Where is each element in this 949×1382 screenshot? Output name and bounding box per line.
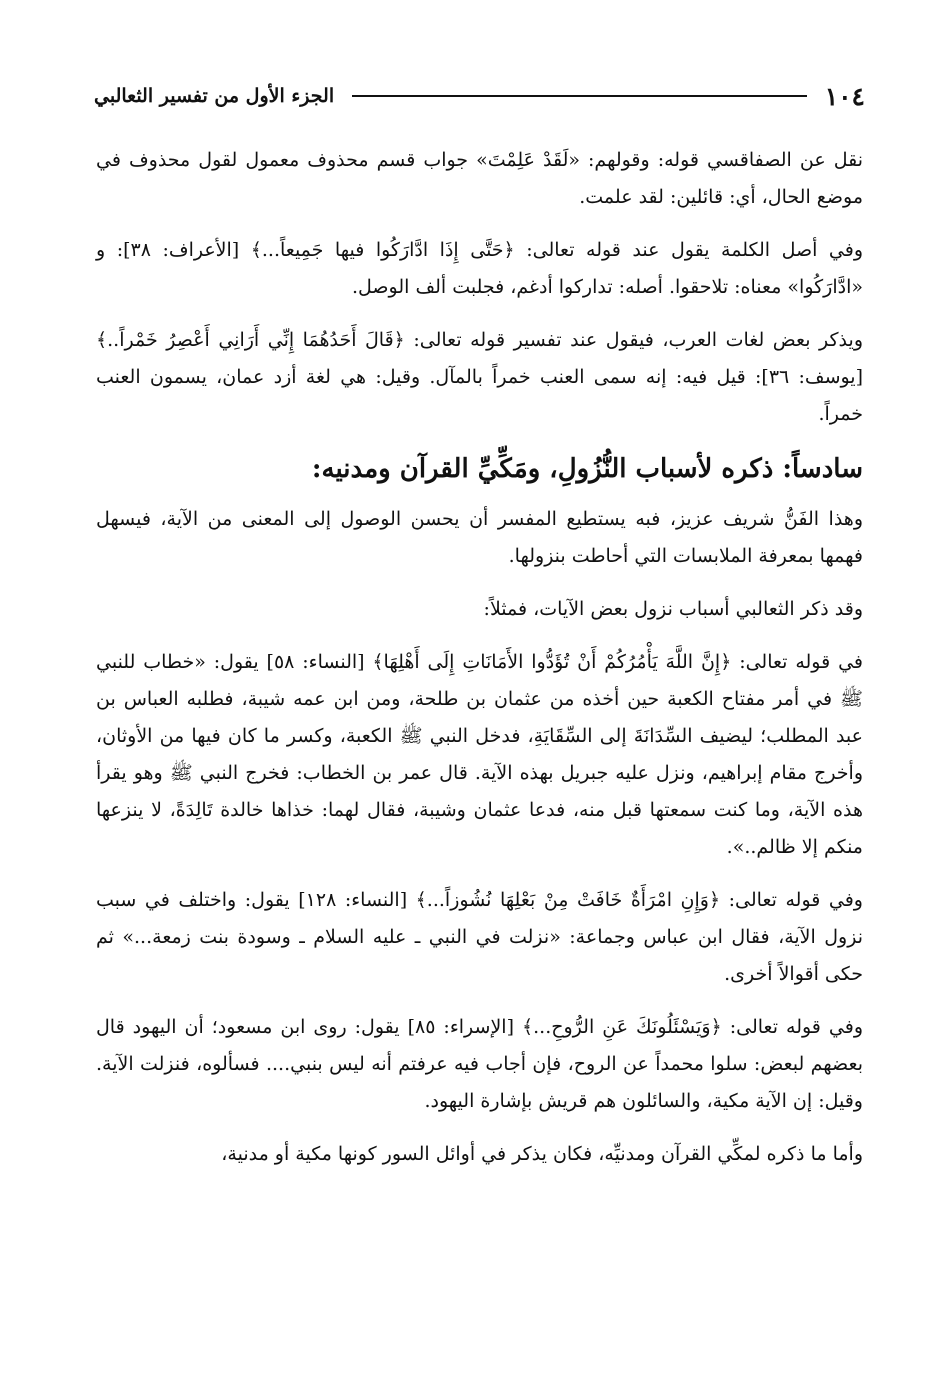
paragraph: وقد ذكر الثعالبي أسباب نزول بعض الآيات، فمثلاً: [483,598,863,620]
running-title: الجزء الأول من تفسير الثعالبي [94,85,335,107]
page-header [94,78,865,114]
paragraph: وفي قوله تعالى: ﴿وَإِنِ امْرَأَةٌ خَافَتْ مِنْ بَعْلِهَا نُشُوزاً...﴾ [النساء: ١٢٨] يقول: واختلف في سبب نزول الآية، فقال ابن عباس وجماعة: «نزلت في النبي ـ عليه السلام ـ وسودة بنت زمعة...» ثم حكى أقوالاً أخرى. [96,889,863,985]
paragraph: وفي قوله تعالى: ﴿وَيَسْئَلُونَكَ عَنِ الرُّوحِ...﴾ [الإسراء: ٨٥] يقول: روى ابن مسعود؛ أن اليهود قال بعضهم لبعض: سلوا محمداً عن الروح، فإن أجاب فيه عرفتم أنه ليس بنبي.... فسألوه، فنزلت الآية. وقيل: إن الآية مكية، والسائلون هم قريش بإشارة اليهود. [96,1016,863,1112]
section-heading: سادساً: ذكره لأسباب النُّزُولِ، ومَكِّيِّ القرآن ومدنيه: [311,454,863,484]
page-number: ١٠٤ [824,81,865,111]
paragraph: ويذكر بعض لغات العرب، فيقول عند تفسير قوله تعالى: ﴿قَالَ أَحَدُهُمَا إِنِّي أَرَانِي أَعْصِرُ خَمْراً..﴾ [يوسف: ٣٦]: قيل فيه: إنه سمى العنب خمراً بالمآل. وقيل: هي لغة أزد عمان، يسمون العنب خمراً. [96,329,864,425]
paragraph: وأما ما ذكره لمكِّي القرآن ومدنيِّه، فكان يذكر في أوائل السور كونها مكية أو مدنية، [221,1143,863,1165]
paragraph: وفي أصل الكلمة يقول عند قوله تعالى: ﴿حَتَّى إِذَا ادَّارَكُوا فيها جَمِيعاً...﴾ [الأعراف: ٣٨]: و «ادَّارَكُوا» معناه: تلاحقوا. أصله: تداركوا أدغم، فجلبت ألف الوصل. [96,239,864,298]
page-body [96,142,863,1189]
paragraph: وهذا الفَنُّ شريف عزيز، فبه يستطيع المفسر أن يحسن الوصول إلى المعنى من الآية، فيسهل فهمها بمعرفة الملابسات التي أحاطت بنزولها. [96,508,863,567]
paragraph: نقل عن الصفاقسي قوله: وقولهم: «لَقَدْ عَلِمْتَ» جواب قسم محذوف معمول لقول محذوف في موضع الحال، أي: قائلين: لقد علمت. [96,149,863,208]
header-rule [352,95,807,97]
paragraph: في قوله تعالى: ﴿إِنَّ اللَّهَ يَأْمُرُكُمْ أَنْ تُؤَدُّوا الأَمَانَاتِ إِلَى أَهْلِهَا﴾ [النساء: ٥٨] يقول: «خطاب للنبي ﷺ في أمر مفتاح الكعبة حين أخذه من عثمان بن طلحة، ومن ابن عمه شيبة، فطلبه العباس بن عبد المطلب؛ ليضيف السِّدَانَةَ إلى السِّقَايَةِ، فدخل النبي ﷺ الكعبة، وكسر ما كان فيها من الأوثان، وأخرج مقام إبراهيم، ونزل عليه جبريل بهذه الآية. قال عمر بن الخطاب: فخرج النبي ﷺ وهو يقرأ هذه الآية، وما كنت سمعتها قبل منه، فدعا عثمان وشيبة، فقال لهما: خذاها خالدة تَالِدَةً، لا ينزعها منكم إلا ظالم..». [96,651,863,858]
